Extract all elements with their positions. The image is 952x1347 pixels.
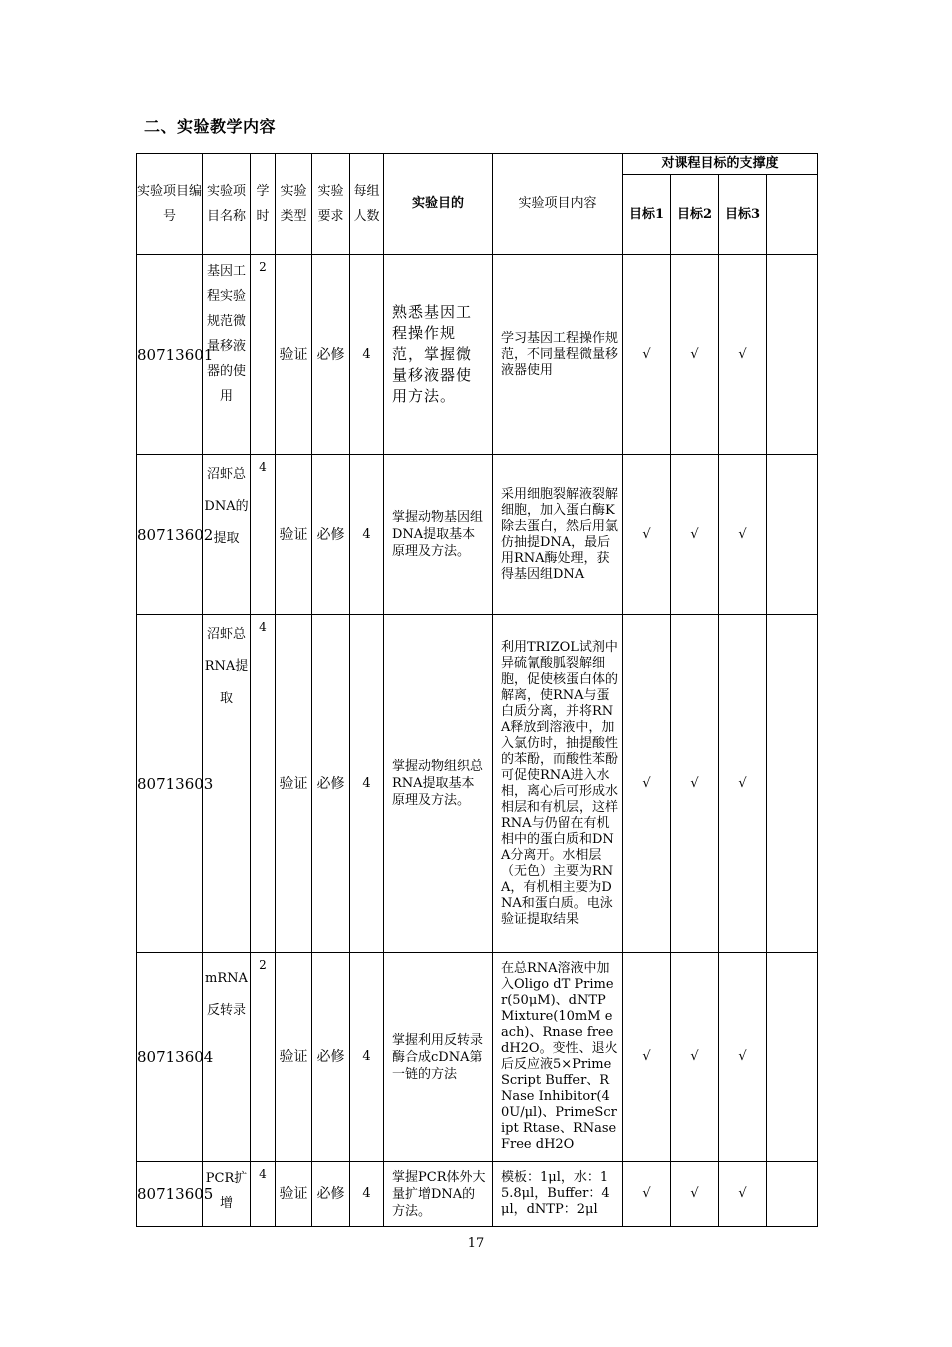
row-purpose: 熟悉基因工程操作规范，掌握微量移液器使用方法。: [384, 255, 493, 455]
row-goal2-check: √: [671, 953, 719, 1162]
row-purpose: 掌握PCR体外大量扩增DNA的方法。: [384, 1162, 493, 1227]
row-goal1-check: √: [623, 615, 671, 953]
row-hours: 4: [251, 1162, 276, 1227]
header-code: 实验项目编号: [137, 154, 203, 255]
row-type: 验证: [276, 953, 312, 1162]
header-name: 实验项目名称: [203, 154, 251, 255]
row-goal3-check: √: [719, 455, 767, 615]
table-row: [137, 455, 818, 615]
row-requirement: 必修: [312, 255, 350, 455]
row-goal3-check: √: [719, 953, 767, 1162]
row-group-size: 4: [350, 953, 384, 1162]
row-goal2-check: √: [671, 255, 719, 455]
row-code: 80713601: [137, 255, 203, 455]
row-requirement: 必修: [312, 1162, 350, 1227]
row-purpose: 掌握动物基因组DNA提取基本原理及方法。: [384, 455, 493, 615]
header-goal1: 目标1: [623, 175, 671, 255]
row-goal3-check: √: [719, 1162, 767, 1227]
row-hours: 2: [251, 953, 276, 1162]
experiment-table: [136, 153, 818, 1227]
row-empty: [767, 953, 818, 1162]
row-empty: [767, 255, 818, 455]
page-number: 17: [467, 1236, 485, 1251]
row-name: 沼虾总RNA提取: [204, 627, 249, 706]
row-code: 80713602: [137, 455, 203, 615]
row-goal2-check: √: [671, 1162, 719, 1227]
row-purpose: 掌握动物组织总RNA提取基本原理及方法。: [384, 615, 493, 953]
row-goal1-check: √: [623, 1162, 671, 1227]
table-row: [137, 953, 818, 1162]
row-empty: [767, 455, 818, 615]
header-purpose: 实验目的: [384, 154, 493, 255]
row-goal2-check: √: [671, 615, 719, 953]
row-type: 验证: [276, 455, 312, 615]
row-name-cell: [203, 255, 251, 455]
row-goal1-check: √: [623, 455, 671, 615]
row-purpose: 掌握利用反转录酶合成cDNA第一链的方法: [384, 953, 493, 1162]
row-goal3-check: √: [719, 255, 767, 455]
row-requirement: 必修: [312, 455, 350, 615]
header-goal-empty: [767, 175, 818, 255]
row-empty: [767, 615, 818, 953]
table-row: [137, 255, 818, 455]
row-goal2-check: √: [671, 455, 719, 615]
row-content: 采用细胞裂解液裂解细胞，加入蛋白酶K除去蛋白，然后用氯仿抽提DNA，最后用RNA酶处理，获得基因组DNA: [493, 455, 623, 615]
row-type: 验证: [276, 255, 312, 455]
row-name: mRNA反转录: [205, 971, 248, 1018]
row-goal3-check: √: [719, 615, 767, 953]
row-content: 学习基因工程操作规范，不同量程微量移液器使用: [493, 255, 623, 455]
header-content: 实验项目内容: [493, 154, 623, 255]
section-title: 二、实验教学内容: [144, 117, 277, 136]
table-row: [137, 1162, 818, 1227]
row-name: 基因工程实验规范微量移液器的使用: [206, 264, 246, 404]
row-requirement: 必修: [312, 953, 350, 1162]
row-hours: 2: [251, 255, 276, 455]
header-hours: 学时: [251, 154, 276, 255]
row-goal1-check: √: [623, 255, 671, 455]
row-type: 验证: [276, 1162, 312, 1227]
row-content: 在总RNA溶液中加入Oligo dT Primer(50μM)、dNTP Mixture(10mM each)、Rnase free dH2O。变性、退火后反应液5×PrimeScript Buffer、RNase Inhibitor(40U/μl)、PrimeScript Rtase、RNase Free dH2O: [493, 953, 623, 1162]
row-goal1-check: √: [623, 953, 671, 1162]
row-group-size: 4: [350, 455, 384, 615]
header-support: 对课程目标的支撑度: [623, 154, 818, 175]
row-hours: 4: [251, 455, 276, 615]
table-row: [137, 615, 818, 953]
row-group-size: 4: [350, 615, 384, 953]
row-code: 80713605: [137, 1162, 203, 1227]
row-code: 80713604: [137, 953, 203, 1162]
row-empty: [767, 1162, 818, 1227]
header-requirement: 实验要求: [312, 154, 350, 255]
row-code: 80713603: [137, 615, 203, 953]
row-content: 利用TRIZOL试剂中异硫氰酸胍裂解细胞，促使核蛋白体的解离，使RNA与蛋白质分离，并将RNA释放到溶液中，加入氯仿时，抽提酸性的苯酚，而酸性苯酚可促使RNA进入水相，离心后可形成水相层和有机层，这样RNA与仍留在有机相中的蛋白质和DNA分离开。水相层（无色）主要为RNA，有机相主要为DNA和蛋白质。电泳验证提取结果: [493, 615, 623, 953]
header-row: [137, 154, 818, 175]
header-group-size: 每组人数: [350, 154, 384, 255]
row-hours: 4: [251, 615, 276, 953]
row-group-size: 4: [350, 1162, 384, 1227]
row-name: PCR扩增: [205, 1171, 248, 1211]
row-type: 验证: [276, 615, 312, 953]
header-type: 实验类型: [276, 154, 312, 255]
row-group-size: 4: [350, 255, 384, 455]
row-content: 模板：1μl，水：15.8μl，Buffer：4μl，dNTP：2μl: [493, 1162, 623, 1227]
row-name: 沼虾总DNA的提取: [204, 467, 249, 546]
header-goal2: 目标2: [671, 175, 719, 255]
row-requirement: 必修: [312, 615, 350, 953]
header-goal3: 目标3: [719, 175, 767, 255]
